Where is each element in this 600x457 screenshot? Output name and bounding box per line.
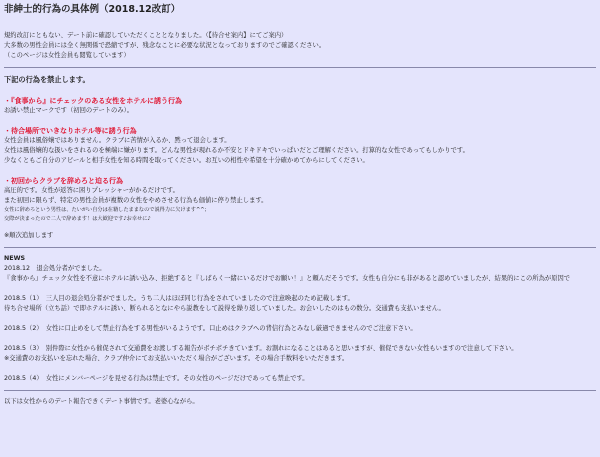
news-section — [4, 254, 596, 384]
intro-line: （このページは女性会員も閲覧しています） — [4, 52, 130, 59]
intro-line: 規約改訂にともない、デート前に確認していただくこととなりました。（【待合せ案内】にてご案内） — [4, 32, 288, 39]
news-entry-line: 2018.12 退会処分者がでました。 — [4, 265, 106, 272]
news-entry — [4, 344, 596, 364]
prohibited-item-line: 女性は風俗嬢的な扱いをされるのを極端に嫌がります。どんな男性が現れるか不安とドキドキでいっぱいだとご理解ください。打算的な女性であってもしかりです。 — [4, 147, 469, 154]
prohibited-item-line: また初回に限らず、特定の男性会員が複数の女性をやめさせる行為も価値に停り禁止します。 — [4, 197, 268, 204]
intro-line: 大多数の男性会員には全く無関係で恐縮ですが、残念なことに必要な状況となっておりますのでご確認ください。 — [4, 42, 326, 49]
news-footer: 以下は女性からのデート報告できくデート事情です。老婆心ながら。 — [4, 398, 199, 405]
divider — [4, 390, 596, 391]
prohibited-item — [4, 126, 596, 166]
prohibited-item-line: 少なくともご自分のアピールと相手女性を知る時間を取ってください。お互いの相性や希望を十分確かめてからにしてください。 — [4, 157, 369, 164]
prohibited-item-small-line: 女性に辞めろという男性は、たいがい自分は在籍したままなので説得力に欠けます^^; — [4, 207, 207, 213]
divider — [4, 247, 596, 248]
news-entry-line: 2018.5（3） 別件際に女性から催促されて交通費をお渡しする報告がボチボチきています。お割れになることはあると思いますが、催促できない女性もいますので注意して下さい。 — [4, 345, 518, 352]
prohibited-item-line: 高圧的です。女性が返答に困りプレッシャーがかるだけです。 — [4, 187, 179, 194]
news-entry — [4, 324, 596, 334]
news-entry-line: 2018.5（2） 女性に口止めをして禁止行為をする男性がいるようです。口止めはクラブへの背信行為とみなし厳過できませんのでご注意下さい。 — [4, 325, 417, 332]
prohibited-item-line: 女性会員は風俗嬢ではありません。クラブに苦情が入るか、黙って退会します。 — [4, 137, 231, 144]
prohibited-item-heading: ・『食事から』にチェックのある女性をホテルに誘う行為 — [4, 97, 182, 105]
prohibited-item-small-line: 交際が決まったので二人で辞めます！は大歓迎です♪お幸せに♪ — [4, 216, 151, 222]
prohibited-item — [4, 96, 596, 116]
news-entry-line: 待ち合せ場所（立ち話）で即ホテルに誘い、断られるとなにやら説教をして説得を繰り返していました。お会いしたのはもの数分。交通費も支払いません。 — [4, 305, 445, 312]
prohibited-note: ※順次追加します — [4, 232, 54, 239]
news-entry — [4, 294, 596, 314]
prohibited-item-line: お誘い禁止マークです（初回のデートのみ）。 — [4, 107, 134, 114]
news-entry-line: 2018.5（1） 三人目の退会処分者がでました。うち二人はほぼ同じ行為をされていましたので注意喚起のため記載します。 — [4, 295, 354, 302]
news-entry — [4, 374, 596, 384]
prohibited-item — [4, 176, 596, 241]
page-title: 非紳士的行為の具体例（2018.12改訂） — [4, 4, 181, 15]
intro-block — [4, 31, 596, 61]
prohibited-item-heading: ・待合場所でいきなりホテル等に誘う行為 — [4, 127, 137, 135]
divider — [4, 67, 596, 68]
news-entry-line: 『食事から』チェック女性を不意にホテルに誘い込み、拒絶すると『しばらく一緒にいるだけでお願い！』と頼んだそうです。女性も自分にも非があると認めていましたが、結果的にこの所為が原因で — [4, 275, 571, 282]
news-entry-small-line: ※交通費のお支払いを忘れた場合、クラブ仲介にてお支払いいただく場合がございます。その場合手数料をいただきます。 — [4, 355, 349, 362]
news-title: NEWS — [4, 255, 26, 262]
prohibited-section-title: 下記の行為を禁止します。 — [4, 75, 90, 84]
news-entry — [4, 264, 596, 284]
news-entry-line: 2018.5（4） 女性にメンバーページを見せる行為は禁止です。その女性のページだけであっても禁止です。 — [4, 375, 309, 382]
prohibited-item-heading: ・初回からクラブを辞めろと迫る行為 — [4, 177, 123, 185]
